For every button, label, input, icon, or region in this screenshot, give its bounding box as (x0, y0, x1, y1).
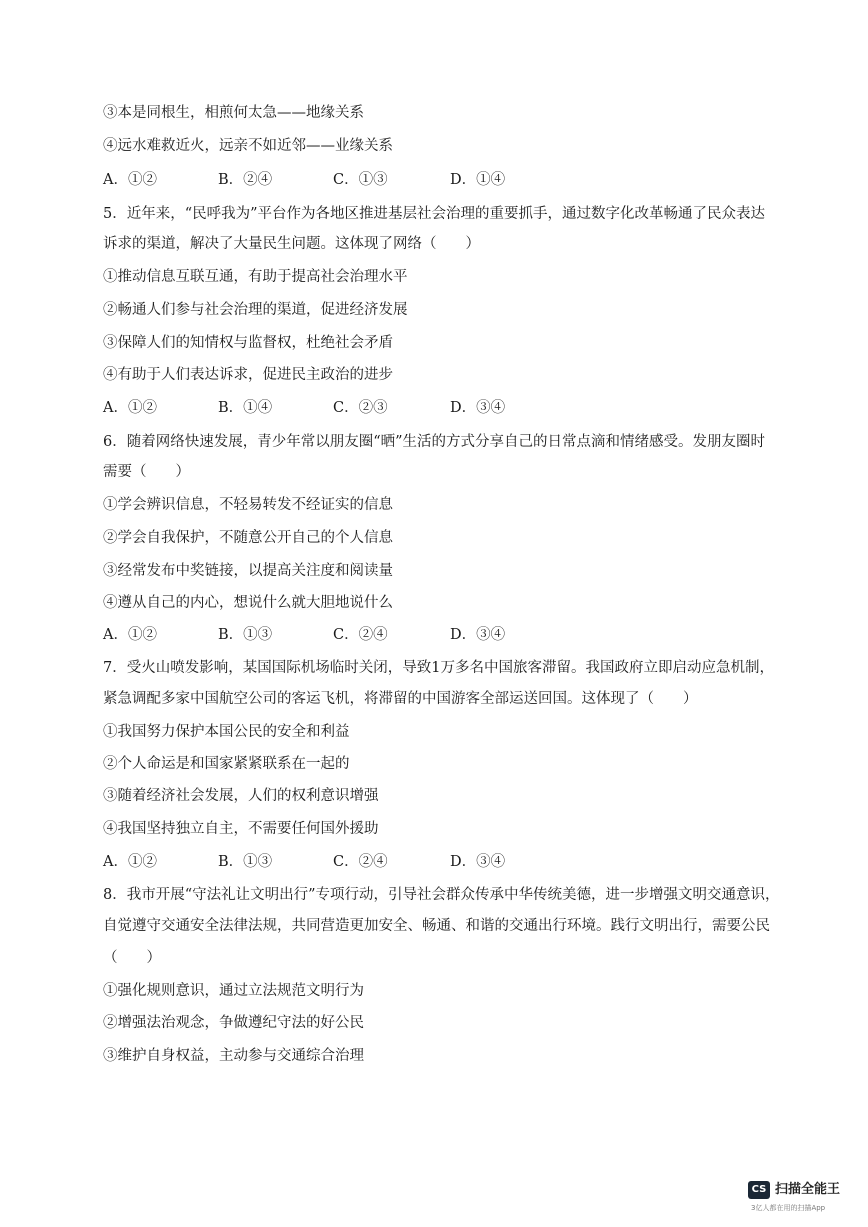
question-5-option-4: ④有助于人们表达诉求，促进民主政治的进步 (103, 367, 393, 383)
choice-d: D．③④ (450, 854, 506, 870)
question-8-stem-line-3: （ ） (103, 950, 161, 966)
choice-c: C．②④ (333, 627, 388, 643)
question-8-stem-line-2: 自觉遵守交通安全法律法规，共同营造更加安全、畅通、和谐的交通出行环境。践行文明出行，需要公民 (103, 918, 770, 934)
question-8-option-1: ①强化规则意识，通过立法规范文明行为 (103, 983, 364, 999)
question-6-option-4: ④遵从自己的内心，想说什么就大胆地说什么 (103, 595, 393, 611)
question-8-option-2: ②增强法治观念，争做遵纪守法的好公民 (103, 1015, 364, 1031)
choice-c: C．②④ (333, 854, 388, 870)
question-4-option-4: ④远水难救近火，远亲不如近邻——业缘关系 (103, 138, 393, 154)
question-8-stem-line-1: 8．我市开展“守法礼让文明出行”专项行动，引导社会群众传承中华传统美德，进一步增强文明交通意识， (103, 887, 780, 903)
watermark-tagline: 3亿人都在用的扫描App (751, 1204, 826, 1212)
question-8-option-3: ③维护自身权益，主动参与交通综合治理 (103, 1048, 364, 1064)
question-7-option-3: ③随着经济社会发展，人们的权利意识增强 (103, 788, 379, 804)
question-5-option-1: ①推动信息互联互通，有助于提高社会治理水平 (103, 269, 408, 285)
choice-b: B．①③ (218, 854, 273, 870)
question-5-stem-line-1: 5．近年来，“民呼我为”平台作为各地区推进基层社会治理的重要抓手，通过数字化改革畅通了民众表达 (103, 206, 766, 222)
choice-d: D．③④ (450, 400, 506, 416)
question-5-option-2: ②畅通人们参与社会治理的渠道，促进经济发展 (103, 302, 408, 318)
question-7-option-1: ①我国努力保护本国公民的安全和利益 (103, 724, 350, 740)
question-6-stem-line-2: 需要（ ） (103, 464, 190, 480)
choice-b: B．①③ (218, 627, 273, 643)
question-5-option-3: ③保障人们的知情权与监督权，杜绝社会矛盾 (103, 335, 393, 351)
question-5-stem-line-2: 诉求的渠道，解决了大量民生问题。这体现了网络（ ） (103, 236, 480, 252)
choice-a: A．①② (103, 172, 157, 188)
question-6-choices (103, 625, 803, 645)
choice-b: B．①④ (218, 400, 273, 416)
choice-c: C．①③ (333, 172, 388, 188)
question-6-option-2: ②学会自我保护，不随意公开自己的个人信息 (103, 530, 393, 546)
question-6-stem-line-1: 6．随着网络快速发展，青少年常以朋友圈“晒”生活的方式分享自己的日常点滴和情绪感受。发朋友圈时 (103, 434, 766, 450)
camscanner-logo-icon: CS (748, 1181, 770, 1199)
question-6-option-3: ③经常发布中奖链接，以提高关注度和阅读量 (103, 563, 393, 579)
choice-c: C．②③ (333, 400, 388, 416)
choice-a: A．①② (103, 627, 157, 643)
watermark-brand: 扫描全能王 (775, 1182, 841, 1197)
choice-d: D．①④ (450, 172, 506, 188)
choice-a: A．①② (103, 854, 157, 870)
question-7-option-2: ②个人命运是和国家紧紧联系在一起的 (103, 756, 350, 772)
choice-d: D．③④ (450, 627, 506, 643)
question-7-stem-line-2: 紧急调配多家中国航空公司的客运飞机，将滞留的中国游客全部运送回国。这体现了（ ） (103, 691, 698, 707)
choice-b: B．②④ (218, 172, 273, 188)
scanner-watermark (748, 1181, 858, 1221)
question-4-option-3: ③本是同根生，相煎何太急——地缘关系 (103, 105, 364, 121)
question-6-option-1: ①学会辨识信息，不轻易转发不经证实的信息 (103, 497, 393, 513)
question-5-choices (103, 398, 803, 418)
question-7-stem-line-1: 7．受火山喷发影响，某国国际机场临时关闭，导致1万多名中国旅客滞留。我国政府立即启动应急机制， (103, 660, 774, 676)
choice-a: A．①② (103, 400, 157, 416)
question-7-choices (103, 852, 803, 872)
question-7-option-4: ④我国坚持独立自主，不需要任何国外援助 (103, 821, 379, 837)
question-4-choices (103, 170, 803, 190)
